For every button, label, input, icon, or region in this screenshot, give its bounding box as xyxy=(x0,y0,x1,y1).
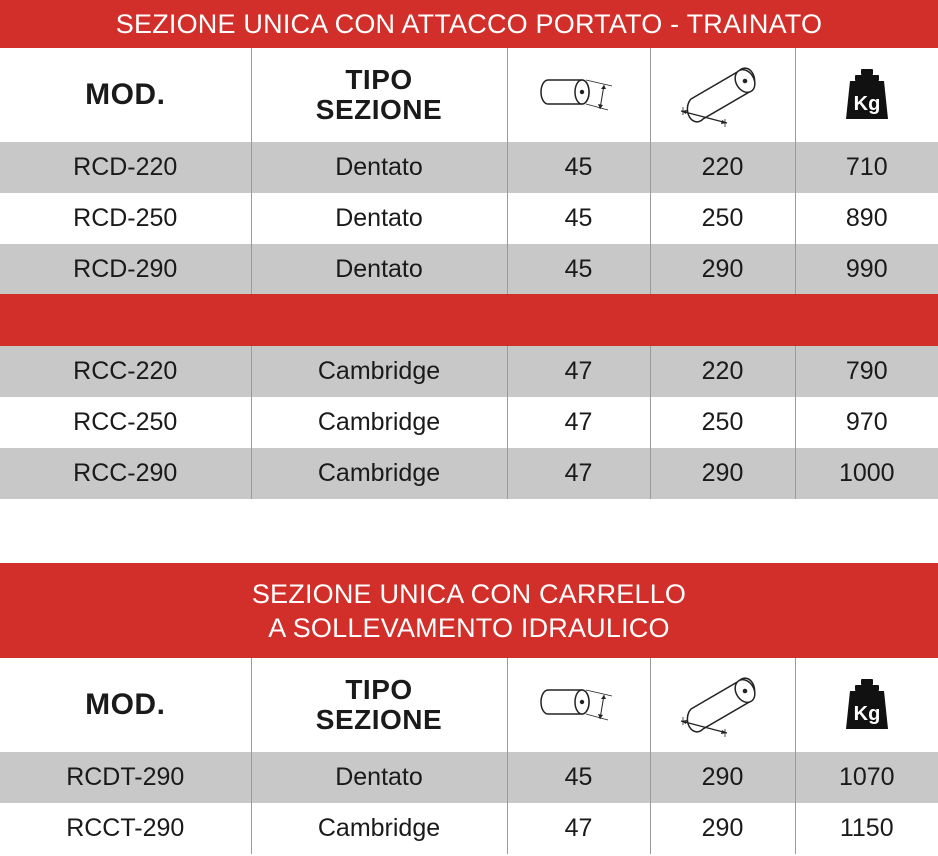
table-row: RCD-290 Dentato 45 290 990 xyxy=(0,244,938,295)
svg-text:Kg: Kg xyxy=(853,93,881,115)
header-weight xyxy=(795,658,938,752)
section2-title-line1: SEZIONE UNICA CON CARRELLO xyxy=(251,578,687,609)
header-type: TIPO SEZIONE xyxy=(251,658,507,752)
section2-title xyxy=(0,563,938,658)
table-row: RCC-290 Cambridge 47 290 1000 xyxy=(0,448,938,499)
svg-text:Kg: Kg xyxy=(853,703,881,725)
section1-table-group2 xyxy=(0,346,938,499)
header-width xyxy=(650,658,795,752)
group-divider-band xyxy=(0,294,938,346)
section1-table xyxy=(0,48,938,295)
table-row: RCCT-290 Cambridge 47 290 1150 xyxy=(0,803,938,854)
table-header-row xyxy=(0,658,938,752)
roller-diameter-icon xyxy=(534,680,624,730)
table-row: RCC-220 Cambridge 47 220 790 xyxy=(0,346,938,397)
roller-width-icon xyxy=(673,63,773,127)
header-model: MOD. xyxy=(0,658,251,752)
header-type: TIPO SEZIONE xyxy=(251,48,507,142)
table-row: RCD-220 Dentato 45 220 710 xyxy=(0,142,938,193)
roller-diameter-icon xyxy=(534,70,624,120)
header-diameter xyxy=(507,48,650,142)
table-row: RCD-250 Dentato 45 250 890 xyxy=(0,193,938,244)
roller-width-icon xyxy=(673,673,773,737)
table-row: RCC-250 Cambridge 47 250 970 xyxy=(0,397,938,448)
header-diameter xyxy=(507,658,650,752)
section2-title-line2: A SOLLEVAMENTO IDRAULICO xyxy=(268,612,670,643)
header-width xyxy=(650,48,795,142)
header-model: MOD. xyxy=(0,48,251,142)
section2-table xyxy=(0,658,938,854)
table-header-row xyxy=(0,48,938,142)
header-weight xyxy=(795,48,938,142)
table-row: RCDT-290 Dentato 45 290 1070 xyxy=(0,752,938,803)
weight-icon xyxy=(844,677,890,733)
section1-title: SEZIONE UNICA CON ATTACCO PORTATO - TRAINATO xyxy=(0,0,938,48)
weight-icon xyxy=(844,67,890,123)
